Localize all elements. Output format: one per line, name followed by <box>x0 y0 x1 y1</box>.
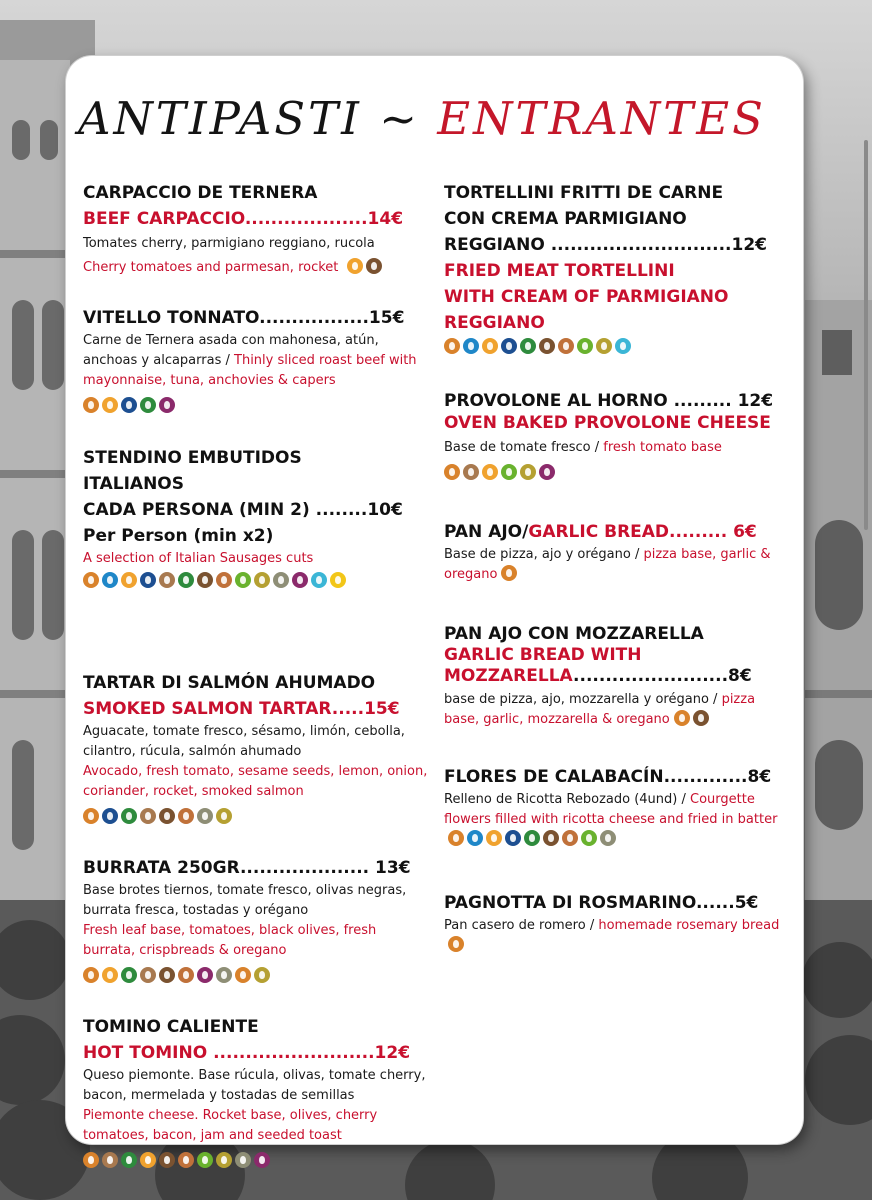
item-desc-es: Base de tomate fresco / <box>444 440 600 455</box>
mustard-allergen-icon <box>216 808 232 824</box>
fish-allergen-icon <box>501 338 517 354</box>
peanuts-allergen-icon <box>463 464 479 480</box>
soy-allergen-icon <box>121 808 137 824</box>
eggs-allergen-icon <box>486 830 502 846</box>
menu-item-pan-ajo <box>444 519 788 585</box>
fish-allergen-icon <box>102 808 118 824</box>
item-desc <box>83 331 428 391</box>
crustaceans-allergen-icon <box>467 830 483 846</box>
item-name-line1: TORTELLINI FRITTI DE CARNE <box>444 183 724 203</box>
nuts-allergen-icon <box>178 808 194 824</box>
sesame-allergen-icon <box>216 967 232 983</box>
title-separator: ~ <box>361 92 438 145</box>
celery-allergen-icon <box>501 464 517 480</box>
milk-allergen-icon <box>693 710 709 726</box>
sesame-allergen-icon <box>197 808 213 824</box>
sesame-allergen-icon <box>235 1152 251 1168</box>
fish-allergen-icon <box>121 397 137 413</box>
eggs-allergen-icon <box>102 397 118 413</box>
soy-allergen-icon <box>140 397 156 413</box>
item-name-price: PROVOLONE AL HORNO ......... 12€ <box>444 391 774 411</box>
menu-item-tortellini <box>444 180 788 354</box>
item-price: ........................8€ <box>573 666 752 686</box>
mustard-allergen-icon <box>254 572 270 588</box>
item-desc-en: Thinly sliced roast beef with mayonnaise, tuna, anchovies & capers <box>83 353 417 388</box>
scrollbar[interactable] <box>864 140 868 530</box>
allergen-icons <box>501 565 517 581</box>
menu-item-stendino <box>83 445 428 588</box>
eggs-allergen-icon <box>140 1152 156 1168</box>
milk-allergen-icon <box>539 338 555 354</box>
item-name: PAN AJO/ <box>444 522 529 542</box>
item-name: CARPACCIO DE TERNERA <box>83 183 318 203</box>
title-spanish: ENTRANTES <box>437 92 766 145</box>
mustard-allergen-icon <box>596 338 612 354</box>
menu-item-vitello <box>83 305 428 413</box>
gluten-allergen-icon <box>83 572 99 588</box>
molluscs-allergen-icon <box>615 338 631 354</box>
item-desc-en: fresh tomato base <box>603 440 722 455</box>
celery-allergen-icon <box>197 1152 213 1168</box>
eggs-allergen-icon <box>347 258 363 274</box>
item-name-en-price: GARLIC BREAD......... 6€ <box>528 522 757 542</box>
item-desc <box>444 690 788 730</box>
peanuts-allergen-icon <box>140 967 156 983</box>
eggs-allergen-icon <box>482 338 498 354</box>
item-desc-en: homemade rosemary bread <box>598 918 780 933</box>
crustaceans-allergen-icon <box>102 572 118 588</box>
item-name-price: BURRATA 250GR.................... 13€ <box>83 858 411 878</box>
item-name: PAN AJO CON MOZZARELLA <box>444 624 704 644</box>
item-per-person-en: Per Person (min x2) <box>83 526 274 546</box>
soy-allergen-icon <box>121 1152 137 1168</box>
item-desc <box>444 916 788 956</box>
item-name-en: OVEN BAKED PROVOLONE CHEESE <box>444 413 771 433</box>
item-name-row <box>444 519 788 545</box>
allergen-icons <box>448 936 464 952</box>
gluten-allergen-icon <box>501 565 517 581</box>
soy-allergen-icon <box>178 572 194 588</box>
nuts-allergen-icon <box>178 967 194 983</box>
sesame-allergen-icon <box>273 572 289 588</box>
item-per-person-price: CADA PERSONA (MIN 2) ........10€ <box>83 500 403 520</box>
peanuts-allergen-icon <box>159 572 175 588</box>
item-desc-en: pizza base, garlic & oregano <box>444 547 771 582</box>
menu-card <box>66 56 803 1144</box>
menu-item-pagnotta <box>444 890 788 956</box>
sesame-allergen-icon <box>600 830 616 846</box>
item-name-line3-price: REGGIANO ............................12€ <box>444 235 767 255</box>
allergen-icons <box>83 967 428 983</box>
milk-allergen-icon <box>159 967 175 983</box>
sulphites-allergen-icon <box>197 967 213 983</box>
soy-allergen-icon <box>520 338 536 354</box>
celery-allergen-icon <box>581 830 597 846</box>
gluten-allergen-icon <box>235 967 251 983</box>
nuts-allergen-icon <box>558 338 574 354</box>
peanuts-allergen-icon <box>102 1152 118 1168</box>
crustaceans-allergen-icon <box>463 338 479 354</box>
item-name-price: PAGNOTTA DI ROSMARINO......5€ <box>444 893 759 913</box>
fish-allergen-icon <box>140 572 156 588</box>
milk-allergen-icon <box>159 808 175 824</box>
item-name-en-price: BEEF CARPACCIO...................14€ <box>83 209 404 229</box>
celery-allergen-icon <box>577 338 593 354</box>
gluten-allergen-icon <box>448 936 464 952</box>
item-name-en-line2: MOZZARELLA <box>444 666 574 686</box>
item-name-en-line1: GARLIC BREAD WITH <box>444 645 642 665</box>
sulphites-allergen-icon <box>254 1152 270 1168</box>
gluten-allergen-icon <box>83 1152 99 1168</box>
item-desc-en: Piemonte cheese. Rocket base, olives, cherry tomatoes, bacon, jam and seeded toast <box>83 1108 378 1143</box>
item-name-en-line3: REGGIANO <box>444 313 545 333</box>
nuts-allergen-icon <box>216 572 232 588</box>
mustard-allergen-icon <box>520 464 536 480</box>
item-desc-en: Cherry tomatoes and parmesan, rocket <box>83 260 339 275</box>
mustard-allergen-icon <box>254 967 270 983</box>
molluscs-allergen-icon <box>311 572 327 588</box>
item-name-en-price: HOT TOMINO .........................12€ <box>83 1043 411 1063</box>
milk-allergen-icon <box>366 258 382 274</box>
soy-allergen-icon <box>524 830 540 846</box>
gluten-allergen-icon <box>83 808 99 824</box>
nuts-allergen-icon <box>562 830 578 846</box>
item-desc-es: Aguacate, tomate fresco, sésamo, limón, cebolla, cilantro, rúcula, salmón ahumado <box>83 724 405 759</box>
allergen-icons <box>83 397 428 413</box>
item-name-en-line2-row <box>444 665 788 687</box>
sulphites-allergen-icon <box>539 464 555 480</box>
menu-item-pan-ajo-mozzarella <box>444 623 788 730</box>
menu-item-flores <box>444 764 788 850</box>
menu-item-tomino <box>83 1014 428 1168</box>
item-desc <box>444 790 788 850</box>
nuts-allergen-icon <box>178 1152 194 1168</box>
page-title <box>78 84 798 154</box>
menu-item-burrata <box>83 855 428 983</box>
item-desc-en: Avocado, fresh tomato, sesame seeds, lemon, onion, coriander, rocket, smoked salmon <box>83 764 428 799</box>
allergen-icons <box>347 258 382 274</box>
soy-allergen-icon <box>121 967 137 983</box>
item-name-en-line2: WITH CREAM OF PARMIGIANO <box>444 287 729 307</box>
milk-allergen-icon <box>543 830 559 846</box>
mustard-allergen-icon <box>216 1152 232 1168</box>
gluten-allergen-icon <box>674 710 690 726</box>
item-desc-es: base de pizza, ajo, mozzarella y orégano / <box>444 692 718 707</box>
peanuts-allergen-icon <box>140 808 156 824</box>
item-name-en-price: SMOKED SALMON TARTAR.....15€ <box>83 699 400 719</box>
item-desc <box>444 545 788 585</box>
item-name-line2: CON CREMA PARMIGIANO <box>444 209 687 229</box>
eggs-allergen-icon <box>482 464 498 480</box>
menu-item-provolone <box>444 390 788 480</box>
allergen-icons <box>83 1152 428 1168</box>
item-desc-es: Carne de Ternera asada con mahonesa, atún, anchoas y alcaparras / <box>83 333 379 368</box>
item-desc <box>444 438 788 458</box>
allergen-icons <box>83 572 428 588</box>
item-name: STENDINO EMBUTIDOS ITALIANOS <box>83 448 302 494</box>
item-desc-es: Relleno de Ricotta Rebozado (4und) / <box>444 792 686 807</box>
item-desc-es: Queso piemonte. Base rúcula, olivas, tomate cherry, bacon, mermelada y tostadas de semillas <box>83 1068 426 1103</box>
item-desc-en: Fresh leaf base, tomatoes, black olives, fresh burrata, crispbreads & oregano <box>83 923 377 958</box>
allergen-icons <box>444 338 788 354</box>
item-name: TOMINO CALIENTE <box>83 1017 259 1037</box>
title-italian: ANTIPASTI <box>78 92 362 145</box>
sulphites-allergen-icon <box>292 572 308 588</box>
eggs-allergen-icon <box>121 572 137 588</box>
menu-item-carpaccio <box>83 180 428 278</box>
item-desc-en: A selection of Italian Sausages cuts <box>83 551 314 566</box>
allergen-icons <box>444 464 788 480</box>
allergen-icons <box>674 710 709 726</box>
gluten-allergen-icon <box>83 967 99 983</box>
item-desc-en-row <box>83 258 428 278</box>
item-desc-es: Base de pizza, ajo y orégano / <box>444 547 640 562</box>
item-desc-es: Base brotes tiernos, tomate fresco, olivas negras, burrata fresca, tostadas y orégano <box>83 883 407 918</box>
allergen-icons <box>83 808 428 824</box>
celery-allergen-icon <box>235 572 251 588</box>
fish-allergen-icon <box>505 830 521 846</box>
milk-allergen-icon <box>197 572 213 588</box>
item-desc-en: pizza base, garlic, mozzarella & oregano <box>444 692 756 727</box>
item-name: TARTAR DI SALMÓN AHUMADO <box>83 673 376 693</box>
item-name-en-line1: FRIED MEAT TORTELLINI <box>444 261 675 281</box>
gluten-allergen-icon <box>444 338 460 354</box>
item-name-price: VITELLO TONNATO.................15€ <box>83 308 405 328</box>
milk-allergen-icon <box>159 1152 175 1168</box>
item-desc-en: Courgette flowers filled with ricotta cheese and fried in batter <box>444 792 778 827</box>
sulphites-allergen-icon <box>159 397 175 413</box>
eggs-allergen-icon <box>102 967 118 983</box>
item-name-price: FLORES DE CALABACÍN.............8€ <box>444 767 772 787</box>
item-desc-es: Tomates cherry, parmigiano reggiano, rucola <box>83 236 375 251</box>
item-desc-es: Pan casero de romero / <box>444 918 595 933</box>
allergen-icons <box>448 830 616 846</box>
gluten-allergen-icon <box>83 397 99 413</box>
menu-item-tartar <box>83 670 428 824</box>
gluten-allergen-icon <box>448 830 464 846</box>
lupin-allergen-icon <box>330 572 346 588</box>
gluten-allergen-icon <box>444 464 460 480</box>
